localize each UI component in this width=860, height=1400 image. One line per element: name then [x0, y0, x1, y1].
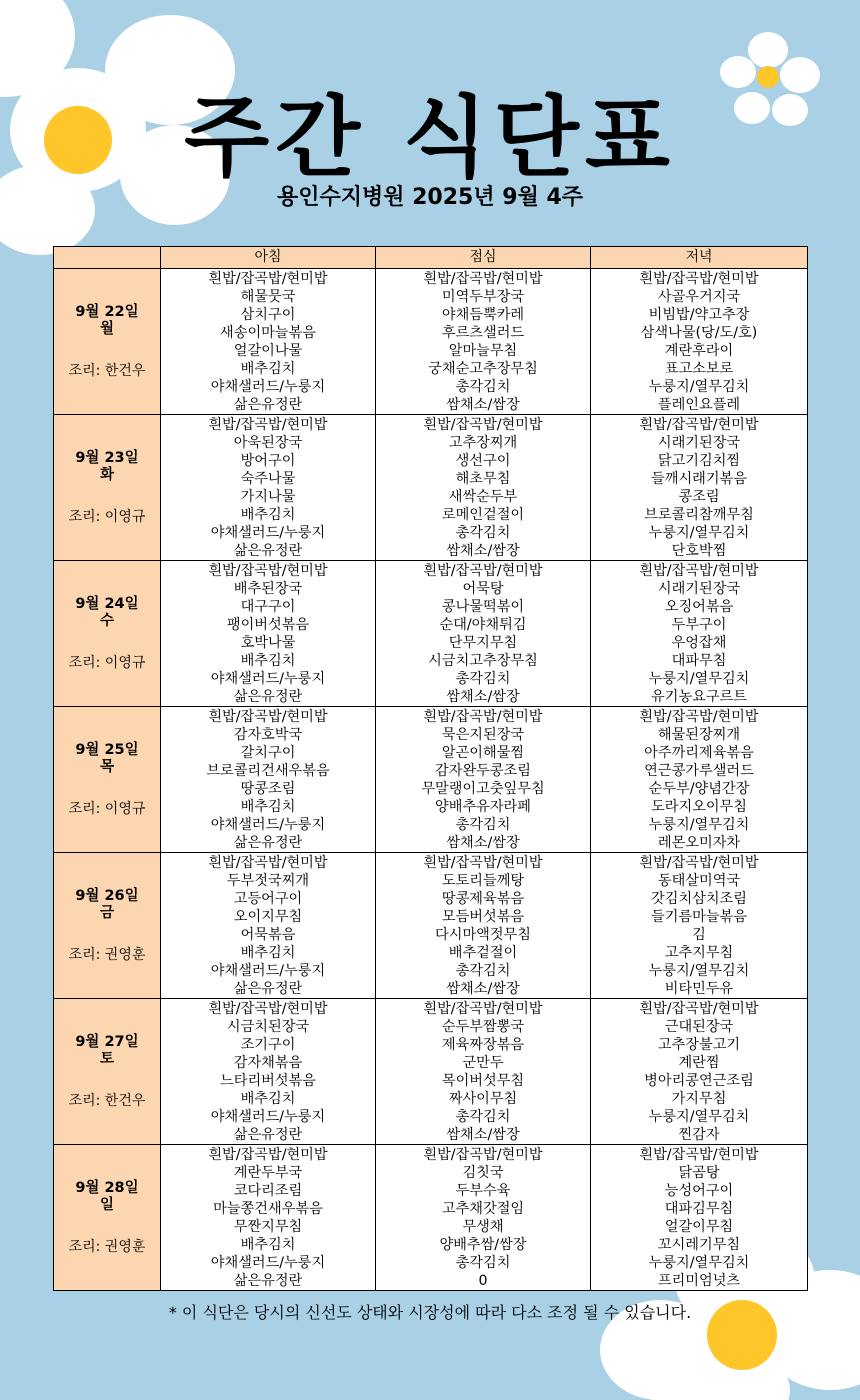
list-item: 흰밥/잡곡밥/현미밥	[639, 709, 759, 725]
day-cell	[54, 853, 161, 999]
list-item: 묵은지된장국	[441, 727, 525, 743]
list-item: 대구구이	[240, 599, 296, 615]
header-dinner: 저녁	[591, 247, 808, 269]
dinner-list	[591, 999, 807, 1144]
list-item: 감자완두콩조림	[435, 763, 531, 779]
page-title: 주간 식단표	[184, 86, 676, 189]
list-item: 고추지무침	[664, 945, 734, 961]
breakfast-list	[161, 999, 375, 1144]
list-item: 흰밥/잡곡밥/현미밥	[639, 417, 759, 433]
list-item: 순두부/양념간장	[648, 781, 750, 797]
day-cell	[54, 707, 161, 853]
list-item: 양배추유자라페	[435, 799, 531, 815]
list-item: 순두부짬뽕국	[441, 1019, 525, 1035]
list-item: 고등어구이	[233, 891, 303, 907]
list-item: 표고소보로	[664, 361, 734, 377]
list-item: 흰밥/잡곡밥/현미밥	[208, 1001, 328, 1017]
dinner-cell	[591, 561, 808, 707]
list-item: 도라지오이무침	[651, 799, 747, 815]
day-date: 9월 25일	[75, 741, 139, 758]
list-item: 고추장불고기	[657, 1037, 741, 1053]
breakfast-list	[161, 561, 375, 706]
list-item: 야채샐러드/누룽지	[210, 671, 326, 687]
breakfast-list	[161, 1145, 375, 1290]
day-date: 9월 26일	[75, 887, 139, 904]
list-item: 시금치고추장무침	[428, 653, 538, 669]
list-item: 근대된장국	[664, 1019, 734, 1035]
day-weekday: 수	[99, 612, 114, 629]
list-item: 찐감자	[678, 1127, 720, 1143]
list-item: 모듬버섯볶음	[441, 909, 525, 925]
list-item: 고추장찌개	[448, 435, 518, 451]
breakfast-list	[161, 707, 375, 852]
list-item: 야채샐러드/누룽지	[210, 379, 326, 395]
list-item: 숙주나물	[240, 471, 296, 487]
list-item: 대파무침	[671, 653, 727, 669]
list-item: 오징어볶음	[664, 599, 734, 615]
list-item: 시래기된장국	[657, 435, 741, 451]
table-row	[54, 707, 808, 853]
list-item: 시금치된장국	[226, 1019, 310, 1035]
day-cook: 조리: 한건우	[68, 362, 146, 379]
list-item: 가지나물	[240, 489, 296, 505]
list-item: 코다리조림	[233, 1183, 303, 1199]
list-item: 비빔밥/약고추장	[648, 307, 750, 323]
list-item: 새싹순두부	[448, 489, 518, 505]
table-row	[54, 999, 808, 1145]
lunch-list	[376, 999, 590, 1144]
list-item: 배추김치	[240, 507, 296, 523]
list-item: 감자호박국	[233, 727, 303, 743]
header-breakfast: 아침	[161, 247, 376, 269]
table-row	[54, 853, 808, 999]
list-item: 목이버섯무침	[441, 1073, 525, 1089]
list-item: 병아리콩연근조림	[644, 1073, 754, 1089]
table-row	[54, 415, 808, 561]
list-item: 흰밥/잡곡밥/현미밥	[208, 1147, 328, 1163]
list-item: 흰밥/잡곡밥/현미밥	[639, 1147, 759, 1163]
list-item: 브로콜리참깨무침	[644, 507, 754, 523]
list-item: 흰밥/잡곡밥/현미밥	[423, 709, 543, 725]
list-item: 방어구이	[240, 453, 296, 469]
list-item: 배추김치	[240, 1091, 296, 1107]
list-item: 삼치구이	[240, 307, 296, 323]
list-item: 쌈채소/쌈장	[446, 689, 520, 705]
list-item: 삶은유정란	[233, 397, 303, 413]
list-item: 쌈채소/쌈장	[446, 835, 520, 851]
list-item: 총각김치	[455, 1255, 511, 1271]
breakfast-cell	[161, 269, 376, 415]
list-item: 순대/야채튀김	[439, 617, 527, 633]
list-item: 배추김치	[240, 1237, 296, 1253]
day-weekday: 화	[99, 466, 114, 483]
list-item: 흰밥/잡곡밥/현미밥	[208, 271, 328, 287]
dinner-cell	[591, 415, 808, 561]
dinner-cell	[591, 999, 808, 1145]
lunch-list	[376, 707, 590, 852]
list-item: 야채샐러드/누룽지	[210, 1109, 326, 1125]
list-item: 무말랭이고춧잎무침	[421, 781, 545, 797]
list-item: 두부구이	[671, 617, 727, 633]
list-item: 배추김치	[240, 799, 296, 815]
list-item: 사골우거지국	[657, 289, 741, 305]
lunch-list	[376, 415, 590, 560]
list-item: 아주까리제육볶음	[644, 745, 754, 761]
menu-table	[53, 246, 808, 1291]
breakfast-list	[161, 853, 375, 998]
list-item: 동태살미역국	[657, 873, 741, 889]
list-item: 배추김치	[240, 653, 296, 669]
list-item: 우엉잡채	[671, 635, 727, 651]
list-item: 해초무침	[455, 471, 511, 487]
breakfast-cell	[161, 561, 376, 707]
list-item: 로메인겉절이	[441, 507, 525, 523]
list-item: 야채샐러드/누룽지	[210, 525, 326, 541]
list-item: 유기농요구르트	[651, 689, 747, 705]
list-item: 브로콜리건새우볶음	[206, 763, 330, 779]
list-item: 배추김치	[240, 361, 296, 377]
list-item: 단무지무침	[448, 635, 518, 651]
list-item: 갈치구이	[240, 745, 296, 761]
day-cook: 조리: 이영규	[68, 654, 146, 671]
day-cook: 조리: 권영훈	[68, 1238, 146, 1255]
list-item: 쌈채소/쌈장	[446, 981, 520, 997]
list-item: 꼬시레기무침	[657, 1237, 741, 1253]
list-item: 새송이마늘볶음	[220, 325, 316, 341]
lunch-cell	[376, 561, 591, 707]
list-item: 얼갈이무침	[664, 1219, 734, 1235]
list-item: 계란찜	[678, 1055, 720, 1071]
lunch-list	[376, 1145, 590, 1290]
day-date: 9월 27일	[75, 1033, 139, 1050]
list-item: 총각김치	[455, 525, 511, 541]
list-item: 흰밥/잡곡밥/현미밥	[423, 417, 543, 433]
lunch-list	[376, 561, 590, 706]
list-item: 쌈채소/쌈장	[446, 1127, 520, 1143]
list-item: 야채샐러드/누룽지	[210, 1255, 326, 1271]
lunch-cell	[376, 999, 591, 1145]
lunch-cell	[376, 853, 591, 999]
list-item: 배추된장국	[233, 581, 303, 597]
list-item: 삶은유정란	[233, 689, 303, 705]
list-item: 총각김치	[455, 817, 511, 833]
header-lunch: 점심	[376, 247, 591, 269]
list-item: 두부젓국찌개	[226, 873, 310, 889]
list-item: 땅콩제육볶음	[441, 891, 525, 907]
table-row	[54, 1145, 808, 1291]
list-item: 어묵탕	[462, 581, 504, 597]
list-item: 흰밥/잡곡밥/현미밥	[423, 855, 543, 871]
dinner-list	[591, 1145, 807, 1290]
list-item: 계란후라이	[664, 343, 734, 359]
list-item: 시래기된장국	[657, 581, 741, 597]
list-item: 총각김치	[455, 379, 511, 395]
list-item: 후르츠샐러드	[441, 325, 525, 341]
list-item: 들기름마늘볶음	[651, 909, 747, 925]
list-item: 연근콩가루샐러드	[644, 763, 754, 779]
list-item: 팽이버섯볶음	[226, 617, 310, 633]
list-item: 땅콩조림	[240, 781, 296, 797]
dinner-list	[591, 707, 807, 852]
list-item: 삶은유정란	[233, 543, 303, 559]
list-item: 쌈채소/쌈장	[446, 397, 520, 413]
list-item: 총각김치	[455, 963, 511, 979]
list-item: 배추김치	[240, 945, 296, 961]
table-header-row	[54, 247, 808, 269]
day-cell	[54, 1145, 161, 1291]
lunch-list	[376, 269, 590, 414]
list-item: 호박나물	[240, 635, 296, 651]
list-item: 가지무침	[671, 1091, 727, 1107]
day-date: 9월 28일	[75, 1179, 139, 1196]
list-item: 감자채볶음	[233, 1055, 303, 1071]
list-item: 흰밥/잡곡밥/현미밥	[423, 271, 543, 287]
list-item: 프리미엄넛츠	[657, 1273, 741, 1289]
dinner-cell	[591, 1145, 808, 1291]
list-item: 김	[692, 927, 706, 943]
list-item: 미역두부장국	[441, 289, 525, 305]
list-item: 흰밥/잡곡밥/현미밥	[639, 271, 759, 287]
day-cook: 조리: 이영규	[68, 800, 146, 817]
list-item: 고추채갓절임	[441, 1201, 525, 1217]
list-item: 오이지무침	[233, 909, 303, 925]
list-item: 양배추쌈/쌈장	[439, 1237, 527, 1253]
list-item: 다시마액젓무침	[435, 927, 531, 943]
list-item: 능성어구이	[664, 1183, 734, 1199]
table-row	[54, 561, 808, 707]
list-item: 야채듬뿍카레	[441, 307, 525, 323]
list-item: 궁채순고추장무침	[428, 361, 538, 377]
list-item: 해물뭇국	[240, 289, 296, 305]
footnote: * 이 식단은 당시의 신선도 상태와 시장성에 따라 다소 조정 될 수 있습니다.	[168, 1303, 692, 1322]
list-item: 삶은유정란	[233, 981, 303, 997]
breakfast-cell	[161, 707, 376, 853]
list-item: 누룽지/열무김치	[648, 1109, 750, 1125]
day-date: 9월 24일	[75, 595, 139, 612]
list-item: 삶은유정란	[233, 835, 303, 851]
dinner-list	[591, 269, 807, 414]
day-cell	[54, 561, 161, 707]
list-item: 해물된장찌개	[657, 727, 741, 743]
list-item: 흰밥/잡곡밥/현미밥	[639, 1001, 759, 1017]
breakfast-cell	[161, 1145, 376, 1291]
day-weekday: 일	[99, 1196, 114, 1213]
list-item: 느타리버섯볶음	[220, 1073, 316, 1089]
list-item: 흰밥/잡곡밥/현미밥	[423, 563, 543, 579]
day-cook: 조리: 권영훈	[68, 946, 146, 963]
list-item: 아욱된장국	[233, 435, 303, 451]
list-item: 흰밥/잡곡밥/현미밥	[423, 1001, 543, 1017]
list-item: 닭곰탕	[678, 1165, 720, 1181]
dinner-cell	[591, 707, 808, 853]
list-item: 생선구이	[455, 453, 511, 469]
list-item: 누룽지/열무김치	[648, 817, 750, 833]
list-item: 흰밥/잡곡밥/현미밥	[639, 563, 759, 579]
list-item: 총각김치	[455, 671, 511, 687]
list-item: 콩나물떡볶이	[441, 599, 525, 615]
list-item: 삶은유정란	[233, 1127, 303, 1143]
list-item: 비타민두유	[664, 981, 734, 997]
list-item: 누룽지/열무김치	[648, 379, 750, 395]
lunch-cell	[376, 707, 591, 853]
list-item: 무생채	[462, 1219, 504, 1235]
dinner-list	[591, 415, 807, 560]
breakfast-cell	[161, 415, 376, 561]
list-item: 콩조림	[678, 489, 720, 505]
lunch-list	[376, 853, 590, 998]
list-item: 삶은유정란	[233, 1273, 303, 1289]
day-weekday: 월	[99, 320, 114, 337]
day-cell	[54, 999, 161, 1145]
list-item: 플레인요플레	[657, 397, 741, 413]
list-item: 누룽지/열무김치	[648, 525, 750, 541]
list-item: 야채샐러드/누룽지	[210, 963, 326, 979]
list-item: 군만두	[462, 1055, 504, 1071]
list-item: 조기구이	[240, 1037, 296, 1053]
dinner-list	[591, 853, 807, 998]
day-cook: 조리: 이영규	[68, 508, 146, 525]
dinner-cell	[591, 853, 808, 999]
page-subtitle: 용인수지병원 2025년 9월 4주	[276, 185, 584, 210]
breakfast-cell	[161, 999, 376, 1145]
list-item: 들깨시래기볶음	[651, 471, 747, 487]
list-item: 흰밥/잡곡밥/현미밥	[208, 709, 328, 725]
list-item: 누룽지/열무김치	[648, 671, 750, 687]
day-date: 9월 23일	[75, 449, 139, 466]
list-item: 닭고기김치찜	[657, 453, 741, 469]
list-item: 제육짜장볶음	[441, 1037, 525, 1053]
list-item: 도토리들께탕	[441, 873, 525, 889]
list-item: 어묵볶음	[240, 927, 296, 943]
day-weekday: 금	[99, 904, 114, 921]
list-item: 알곤이해물찜	[441, 745, 525, 761]
list-item: 알마늘무침	[448, 343, 518, 359]
list-item: 짜사이무침	[448, 1091, 518, 1107]
list-item: 쌈채소/쌈장	[446, 543, 520, 559]
day-weekday: 목	[99, 758, 114, 775]
list-item: 흰밥/잡곡밥/현미밥	[208, 417, 328, 433]
day-cell	[54, 415, 161, 561]
day-cell	[54, 269, 161, 415]
list-item: 야채샐러드/누룽지	[210, 817, 326, 833]
lunch-cell	[376, 1145, 591, 1291]
list-item: 흰밥/잡곡밥/현미밥	[423, 1147, 543, 1163]
list-item: 단호박찜	[671, 543, 727, 559]
list-item: 삼색나물(당/도/호)	[640, 325, 758, 341]
breakfast-list	[161, 415, 375, 560]
list-item: 마늘쫑건새우볶음	[213, 1201, 323, 1217]
day-weekday: 토	[99, 1050, 114, 1067]
list-item: 흰밥/잡곡밥/현미밥	[639, 855, 759, 871]
dinner-list	[591, 561, 807, 706]
list-item: 흰밥/잡곡밥/현미밥	[208, 855, 328, 871]
list-item: 계란두부국	[233, 1165, 303, 1181]
menu-body	[54, 269, 808, 1291]
lunch-cell	[376, 269, 591, 415]
list-item: 배추겉절이	[448, 945, 518, 961]
list-item: 얼갈이나물	[233, 343, 303, 359]
list-item: 0	[478, 1273, 488, 1289]
list-item: 김칫국	[462, 1165, 504, 1181]
list-item: 두부수육	[455, 1183, 511, 1199]
list-item: 총각김치	[455, 1109, 511, 1125]
table-row	[54, 269, 808, 415]
list-item: 흰밥/잡곡밥/현미밥	[208, 563, 328, 579]
list-item: 누룽지/열무김치	[648, 963, 750, 979]
header-day	[54, 247, 161, 269]
list-item: 갓김치삼치조림	[651, 891, 747, 907]
dinner-cell	[591, 269, 808, 415]
day-date: 9월 22일	[75, 303, 139, 320]
list-item: 무짠지무침	[233, 1219, 303, 1235]
list-item: 대파김무침	[664, 1201, 734, 1217]
day-cook: 조리: 한건우	[68, 1092, 146, 1109]
lunch-cell	[376, 415, 591, 561]
list-item: 레몬오미자차	[657, 835, 741, 851]
list-item: 누룽지/열무김치	[648, 1255, 750, 1271]
breakfast-cell	[161, 853, 376, 999]
breakfast-list	[161, 269, 375, 414]
